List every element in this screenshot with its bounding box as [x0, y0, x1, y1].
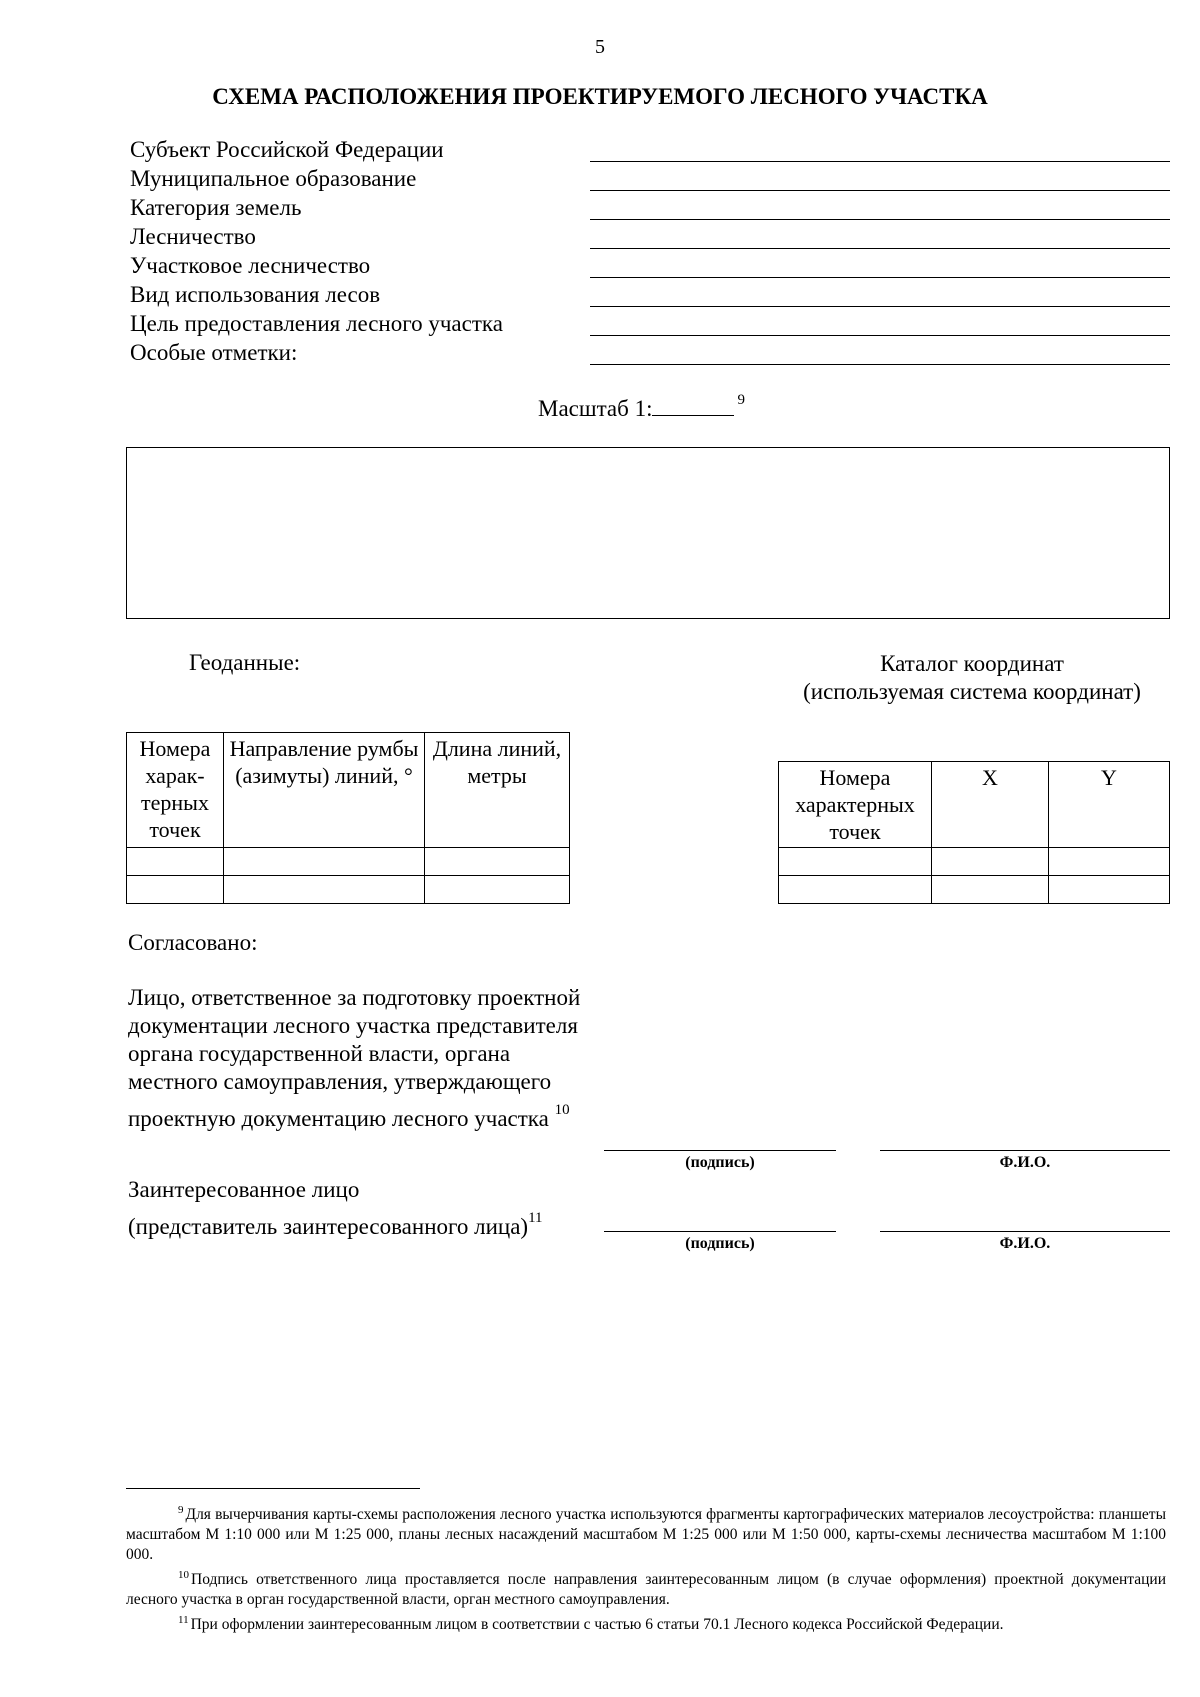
field-label: Лесничество — [130, 224, 256, 249]
field-purpose — [130, 309, 1170, 338]
scale-line — [538, 392, 745, 422]
interested-line2: (представитель заинтересованного лица) — [128, 1214, 529, 1239]
table-cell[interactable] — [779, 876, 932, 904]
field-input-line[interactable] — [590, 248, 1170, 249]
field-input-line[interactable] — [590, 335, 1170, 336]
table-cell[interactable] — [127, 876, 224, 904]
interested-person — [128, 1176, 543, 1241]
full-name-line[interactable] — [880, 1150, 1170, 1151]
full-name-caption: Ф.И.О. — [999, 1235, 1051, 1252]
table-cell[interactable] — [1049, 876, 1170, 904]
field-input-line[interactable] — [590, 219, 1170, 220]
field-input-line[interactable] — [590, 306, 1170, 307]
footnote-text: Подпись ответственного лица проставляется после направления заинтересованным лицом (в случае оформления) проектной документации лесного участка в орган государственной власти, орган местного самоуправления. — [126, 1571, 1166, 1608]
signature-caption: (подпись) — [685, 1154, 755, 1171]
field-municipality — [130, 164, 1170, 193]
table-row — [779, 876, 1170, 904]
field-label: Муниципальное образование — [130, 166, 417, 191]
footnote-number: 11 — [178, 1614, 189, 1626]
scale-label: Масштаб 1: — [538, 396, 653, 421]
field-label: Цель предоставления лесного участка — [130, 311, 503, 336]
responsible-text: Лицо, ответственное за подготовку проектной документации лесного участка представителя органа государственной власти, органа местного самоуправления, утверждающего проектную документацию лесного участка — [128, 985, 581, 1131]
field-land-category — [130, 193, 1170, 222]
full-name-line[interactable] — [880, 1231, 1170, 1232]
footnote-separator — [126, 1488, 420, 1489]
page-title: СХЕМА РАСПОЛОЖЕНИЯ ПРОЕКТИРУЕМОГО ЛЕСНОГО УЧАСТКА — [212, 84, 988, 109]
signature-line[interactable] — [604, 1150, 836, 1151]
footnote-text: При оформлении заинтересованным лицом в соответствии с частью 6 статьи 70.1 Лесного кодекса Российской Федерации. — [190, 1616, 1004, 1633]
field-label: Вид использования лесов — [130, 282, 381, 307]
field-input-line[interactable] — [590, 161, 1170, 162]
table-cell[interactable] — [425, 876, 570, 904]
table-header-cell: Номера характерных точек — [779, 762, 932, 848]
field-subject — [130, 135, 1170, 164]
field-input-line[interactable] — [590, 190, 1170, 191]
coordinate-catalog-heading — [760, 650, 1184, 706]
catalog-title: Каталог координат — [880, 651, 1064, 676]
table-cell[interactable] — [127, 848, 224, 876]
table-header-cell: Y — [1049, 762, 1170, 848]
interested-line1: Заинтересованное лицо — [128, 1177, 360, 1202]
field-special-notes — [130, 338, 1170, 367]
geodata-label: Геоданные: — [189, 650, 301, 675]
page-number: 5 — [595, 36, 605, 58]
field-input-line[interactable] — [590, 364, 1170, 365]
responsible-person — [128, 984, 598, 1133]
footnote-ref: 10 — [554, 1102, 570, 1118]
catalog-subtitle: (используемая система координат) — [803, 679, 1141, 704]
agreed-label: Согласовано: — [128, 930, 258, 955]
footnote-number: 9 — [178, 1504, 184, 1516]
table-cell[interactable] — [932, 876, 1049, 904]
field-label: Особые отметки: — [130, 340, 298, 365]
footnote — [126, 1610, 1166, 1635]
footnote — [126, 1565, 1166, 1610]
scale-input-line[interactable] — [652, 395, 734, 416]
field-district-forestry — [130, 251, 1170, 280]
table-header-cell: Номера харак-терных точек — [127, 733, 224, 848]
table-row — [127, 848, 570, 876]
signature-caption: (подпись) — [685, 1235, 755, 1252]
field-label: Участковое лесничество — [130, 253, 371, 278]
signature-line[interactable] — [604, 1231, 836, 1232]
header-fields — [130, 135, 1170, 367]
footnote — [126, 1500, 1166, 1565]
field-label: Категория земель — [130, 195, 302, 220]
footnote-ref: 9 — [737, 392, 745, 408]
table-cell[interactable] — [779, 848, 932, 876]
footnote-number: 10 — [178, 1569, 189, 1581]
table-header-cell: Длина линий, метры — [425, 733, 570, 848]
table-cell[interactable] — [932, 848, 1049, 876]
geodata-table — [126, 732, 570, 904]
table-cell[interactable] — [1049, 848, 1170, 876]
table-row — [127, 876, 570, 904]
footnote-ref: 11 — [528, 1210, 543, 1226]
full-name-caption: Ф.И.О. — [999, 1154, 1051, 1171]
field-input-line[interactable] — [590, 277, 1170, 278]
footnote-text: Для вычерчивания карты-схемы расположения лесного участка используются фрагменты картографических материалов лесоустройства: планшеты масштабом М 1:10 000 или М 1:25 000, планы лесных насаждений масштабом М 1:25 000 или М 1:50 000, карты-схемы лесничества масштабом М 1:100 000. — [126, 1506, 1166, 1563]
table-header-cell: X — [932, 762, 1049, 848]
footnotes — [126, 1500, 1166, 1635]
field-forest-use — [130, 280, 1170, 309]
table-header-cell: Направление румбы (азимуты) линий, ° — [224, 733, 425, 848]
field-forestry — [130, 222, 1170, 251]
table-row — [779, 848, 1170, 876]
field-label: Субъект Российской Федерации — [130, 137, 444, 162]
map-frame — [126, 447, 1170, 619]
table-cell[interactable] — [425, 848, 570, 876]
coordinate-table — [778, 761, 1170, 904]
table-cell[interactable] — [224, 848, 425, 876]
table-cell[interactable] — [224, 876, 425, 904]
